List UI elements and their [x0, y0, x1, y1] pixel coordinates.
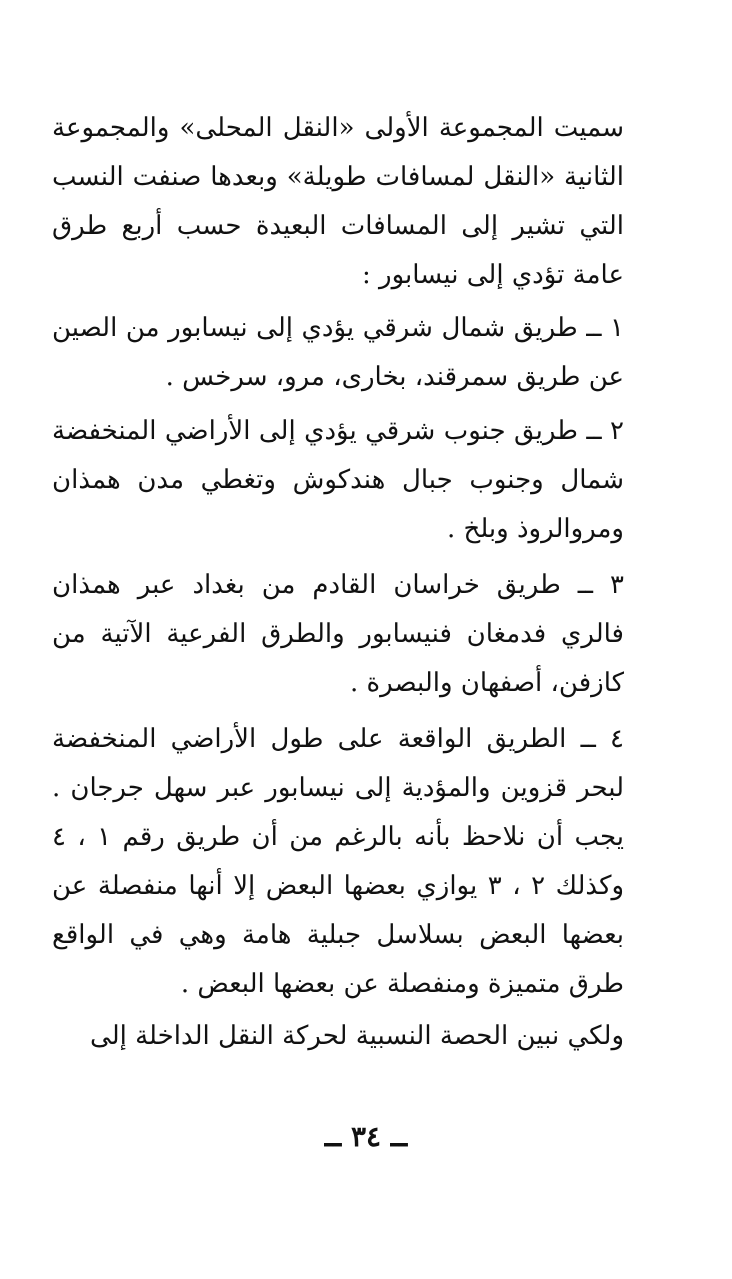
paragraph-closing: ولكي نبين الحصة النسبية لحركة النقل الداخلة إلى	[90, 1021, 624, 1051]
paragraph-intro: سميت المجموعة الأولى «النقل المحلى» والمجموعة الثانية «النقل لمسافات طويلة» وبعدها صنفت النسب التي تشير إلى المسافات البعيدة حسب أربع طرق عامة تؤدي إلى نيسابور :	[52, 113, 624, 290]
paragraph-route-2: ٢ ــ طريق جنوب شرقي يؤدي إلى الأراضي المنخفضة شمال وجنوب جبال هندكوش وتغطي مدن همذان ومروالروذ وبلخ .	[52, 416, 624, 544]
paragraph-route-1: ١ ــ طريق شمال شرقي يؤدي إلى نيسابور من الصين عن طريق سمرقند، بخارى، مرو، سرخس .	[52, 313, 624, 392]
page-number: ــ ٣٤ ــ	[324, 1120, 408, 1153]
paragraph-route-3: ٣ ــ طريق خراسان القادم من بغداد عبر همذان فالري فدمغان فنيسابور والطرق الفرعية الآتية من كازفن، أصفهان والبصرة .	[52, 570, 624, 698]
paragraph-route-4: ٤ ــ الطريق الواقعة على طول الأراضي المنخفضة لبحر قزوين والمؤدية إلى نيسابور عبر سهل جرجان . يجب أن نلاحظ بأنه بالرغم من أن طريق رقم ١ ، ٤ وكذلك ٢ ، ٣ يوازي بعضها البعض إلا أنها منفصلة عن بعضها البعض بسلاسل جبلية هامة وهي في الواقع طرق متميزة ومنفصلة عن بعضها البعض .	[52, 724, 625, 999]
